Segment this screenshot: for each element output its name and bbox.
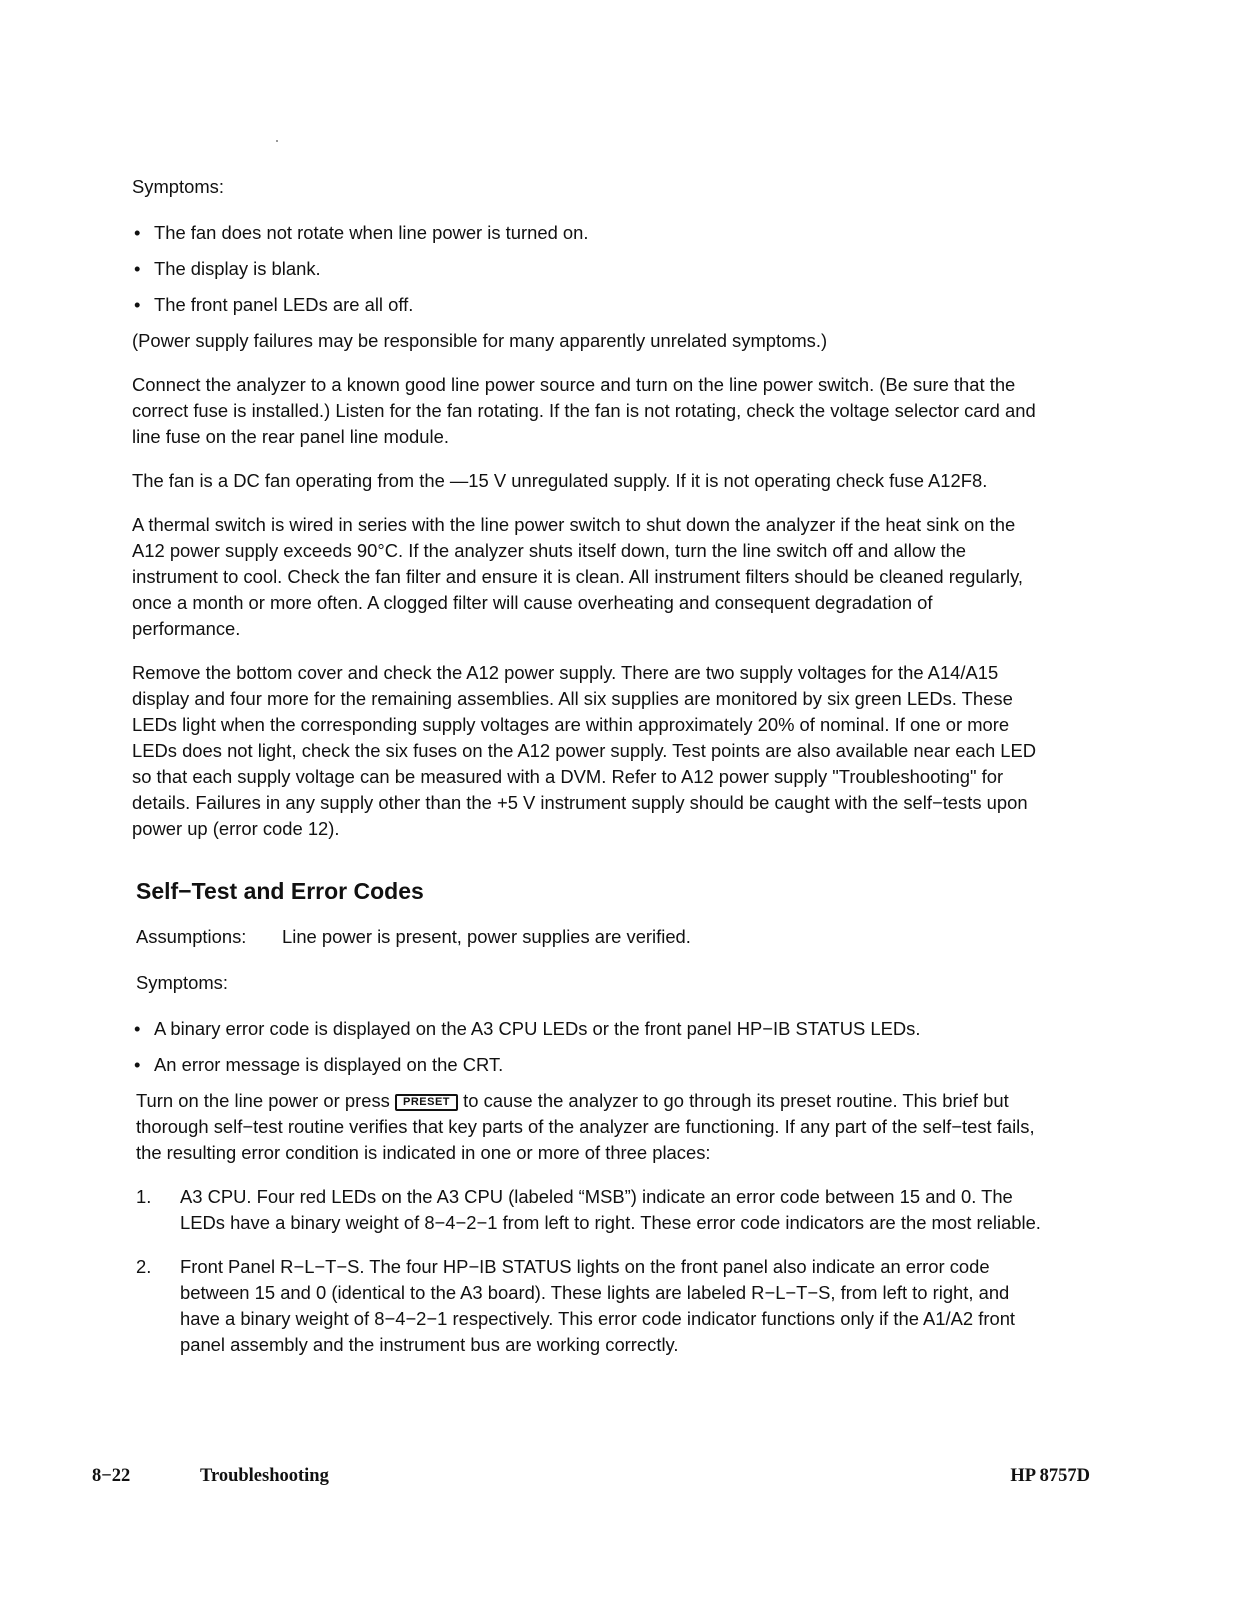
power-paragraph-fan: The fan is a DC fan operating from the —15 V unregulated supply. If it is not operating check fuse A12F8. (132, 470, 988, 491)
page-body (132, 174, 1044, 1376)
selftest-symptoms-label: Symptoms: (136, 972, 228, 993)
power-paragraph-connect: Connect the analyzer to a known good line power source and turn on the line power switch. (Be sure that the correct fuse is installed.) Listen for the fan rotating. If the fan is not rotating, check the voltage selector card and line fuse on the rear panel line module. (132, 374, 1036, 447)
list-item (136, 1254, 1044, 1358)
bullet-icon: • (134, 294, 141, 315)
footer-model-name: HP 8757D (1010, 1466, 1090, 1486)
list-item: • The front panel LEDs are all off. (132, 292, 1044, 318)
bullet-icon: • (134, 222, 141, 243)
preset-key-icon: PRESET (395, 1094, 458, 1111)
assumptions-row (136, 924, 1044, 950)
power-paragraph-thermal: A thermal switch is wired in series with the line power switch to shut down the analyzer if the heat sink on the A12 power supply exceeds 90°C. If the analyzer shuts itself down, turn the line switch off and allow the instrument to cool. Check the fan filter and ensure it is clean. All instrument filters should be cleaned regularly, once a month or more often. A clogged filter will cause overheating and consequent degradation of performance. (132, 514, 1024, 639)
power-symptoms-label: Symptoms: (132, 176, 224, 197)
list-item: • The display is blank. (132, 256, 1044, 282)
item-text: Front Panel R−L−T−S. The four HP−IB STATUS lights on the front panel also indicate an error code between 15 and 0 (identical to the A3 board). These lights are labeled R−L−T−S, from left to right, and have a binary weight of 8−4−2−1 respectively. This error code indicator functions only if the A1/A2 front panel assembly and the instrument bus are working correctly. (180, 1256, 1016, 1355)
item-number: 2. (136, 1256, 152, 1277)
list-item (136, 1184, 1044, 1236)
power-note: (Power supply failures may be responsible for many apparently unrelated symptoms.) (132, 330, 828, 351)
assumptions-text: Line power is present, power supplies are verified. (282, 926, 691, 947)
footer-section-title: Troubleshooting (200, 1466, 329, 1486)
power-symptom-list (132, 220, 1044, 318)
page-number: 8−22 (92, 1466, 131, 1486)
list-item: • An error message is displayed on the CRT. (132, 1052, 1044, 1078)
list-item: • A binary error code is displayed on the A3 CPU LEDs or the front panel HP−IB STATUS LEDs. (132, 1016, 1044, 1042)
assumptions-label: Assumptions: (136, 926, 247, 947)
bullet-icon: • (134, 258, 141, 279)
bullet-icon: • (134, 1054, 141, 1075)
section-heading: Self−Test and Error Codes (136, 878, 424, 904)
power-paragraph-a12: Remove the bottom cover and check the A12 power supply. There are two supply voltages for the A14/A15 display and four more for the remaining assemblies. All six supplies are monitored by six green LEDs. These LEDs light when the corresponding supply voltages are within approximately 20% of nominal. If one or more LEDs does not light, check the six fuses on the A12 power supply. Test points are also available near each LED so that each supply voltage can be measured with a DVM. Refer to A12 power supply "Troubleshooting" for details. Failures in any supply other than the +5 V instrument supply should be caught with the self−tests upon power up (error code 12). (132, 662, 1037, 839)
bullet-icon: • (134, 1018, 141, 1039)
error-indicator-list (132, 1184, 1044, 1358)
selftest-symptom-list (132, 1016, 1044, 1078)
item-text: A3 CPU. Four red LEDs on the A3 CPU (labeled “MSB”) indicate an error code between 15 and 0. The LEDs have a binary weight of 8−4−2−1 from left to right. These error code indicators are the most reliable. (180, 1186, 1041, 1233)
scan-speck (276, 140, 278, 142)
list-item: • The fan does not rotate when line power is turned on. (132, 220, 1044, 246)
item-number: 1. (136, 1186, 152, 1207)
preset-paragraph: Turn on the line power or press PRESET to cause the analyzer to go through its preset routine. This brief but thorough self−test routine verifies that key parts of the analyzer are functioning. If any part of the self−test fails, the resulting error condition is indicated in one or more of three places: (136, 1090, 1035, 1163)
